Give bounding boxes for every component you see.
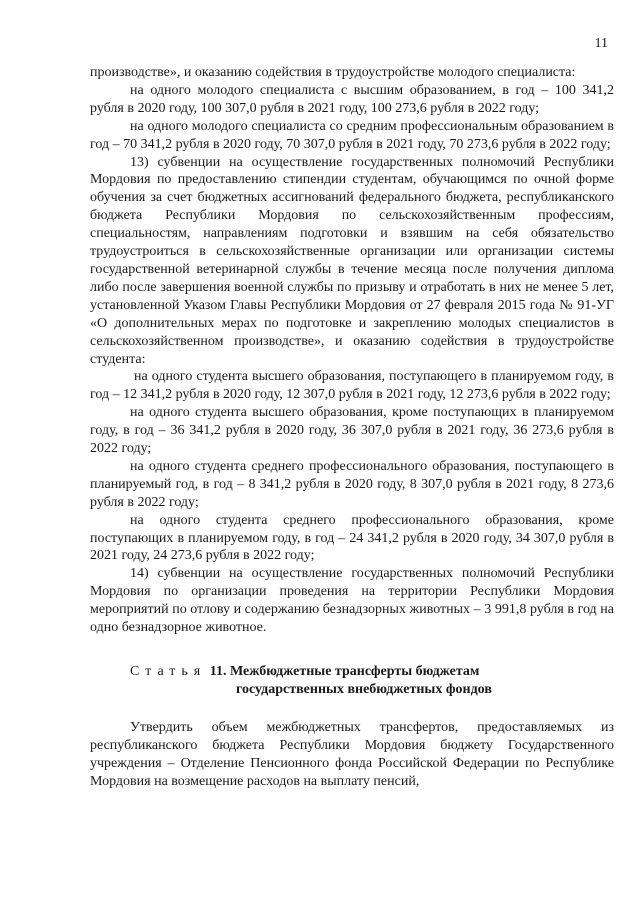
article-heading: [90, 663, 614, 699]
paragraph-item-13: 13) субвенции на осуществление государственных полномочий Республики Мордовия по предоставлению стипендии студентам, обучающимся по очной форме обучения за счет бюджетных ассигнований федерального бюджета, республиканского бюджета Республики Мордовия по сельскохозяйственным профессиям, специальностям, направлениям подготовки и взявшим на себя обязательство трудоустроиться в сельскохозяйственные организации или организации системы государственной ветеринарной службы в течение месяца после получения диплома либо после завершения военной службы по призыву и отработать в них не менее 5 лет, установленной Указом Главы Республики Мордовия от 27 февраля 2015 года № 91-УГ «О дополнительных мерах по подготовке и закреплению молодых специалистов в сельскохозяйственном производстве», и оказанию содействия в трудоустройстве студента:: [90, 154, 614, 367]
article-title-line1: 11. Межбюджетные трансферты бюджетам: [209, 664, 480, 679]
document-body: [90, 64, 614, 791]
paragraph-continuation: производстве», и оказанию содействия в трудоустройстве молодого специалиста:: [90, 65, 576, 80]
page-number: 11: [594, 36, 608, 51]
paragraph-higher-education-specialist: на одного молодого специалиста с высшим образованием, в год – 100 341,2 рубля в 2020 году, 100 307,0 рубля в 2021 году, 100 273,6 рубля в 2022 году;: [90, 82, 614, 116]
article-label: Статья: [130, 664, 207, 679]
paragraph-article-11-body: Утвердить объем межбюджетных трансфертов, предоставляемых из республиканского бюджета Республики Мордовия бюджету Государственного учреждения – Отделение Пенсионного фонда Российской Федерации по Республике Мордовия на возмещение расходов на выплату пенсий,: [90, 720, 614, 789]
paragraph-student-secondary-other: на одного студента среднего профессионального образования, кроме поступающих в планируемом году, в год – 24 341,2 рубля в 2020 году, 34 307,0 рубля в 2021 году, 24 273,6 рубля в 2022 году;: [90, 512, 614, 564]
paragraph-student-higher-new: на одного студента высшего образования, поступающего в планируемом году, в год – 12 341,2 рубля в 2020 году, 12 307,0 рубля в 2021 году, 12 273,6 рубля в 2022 году;: [90, 369, 614, 403]
paragraph-student-secondary-new: на одного студента среднего профессионального образования, поступающего в планируемый год, в год – 8 341,2 рубля в 2020 году, 8 307,0 рубля в 2021 году, 8 273,6 рубля в 2022 году;: [90, 458, 614, 510]
paragraph-item-14: 14) субвенции на осуществление государственных полномочий Республики Мордовия по организации проведения на территории Республики Мордовия мероприятий по отлову и содержанию безнадзорных животных – 3 991,8 рубля в год на одно безнадзорное животное.: [90, 566, 614, 636]
article-title-line2: государственных внебюджетных фондов: [236, 682, 492, 697]
paragraph-secondary-education-specialist: на одного молодого специалиста со средним профессиональным образованием в год – 70 341,2 рубля в 2020 году, 70 307,0 рубля в 2021 году, 70 273,6 рубля в 2022 году;: [90, 118, 614, 152]
paragraph-student-higher-other: на одного студента высшего образования, кроме поступающих в планируемом году, в год – 36 341,2 рубля в 2020 году, 36 307,0 рубля в 2021 году, 36 273,6 рубля в 2022 году;: [90, 405, 614, 457]
